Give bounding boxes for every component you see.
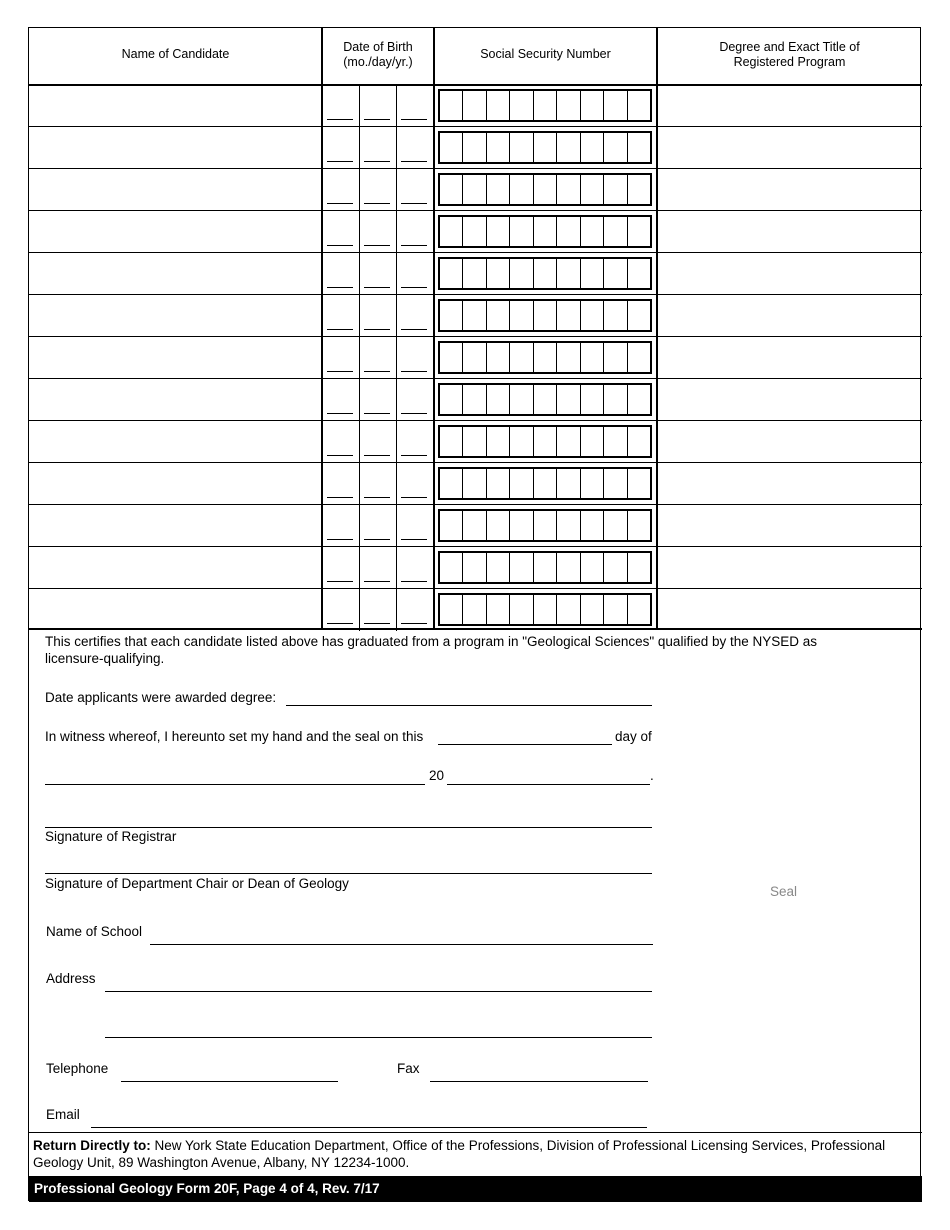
ssn-digit-box[interactable] [534, 133, 557, 162]
table-row [29, 211, 922, 253]
dob-year-field[interactable] [401, 455, 427, 456]
degree-title-field[interactable] [657, 169, 922, 211]
degree-title-field[interactable] [657, 295, 922, 337]
ssn-digit-box[interactable] [534, 511, 557, 540]
degree-title-field[interactable] [657, 253, 922, 295]
table-row [29, 379, 922, 421]
dob-day-field[interactable] [364, 581, 390, 582]
witness-day-field[interactable] [438, 744, 612, 745]
ssn-field[interactable] [438, 509, 652, 542]
ssn-digit-box[interactable] [510, 511, 533, 540]
ssn-digit-box[interactable] [581, 385, 604, 414]
dob-divider [359, 211, 360, 253]
ssn-digit-box[interactable] [534, 343, 557, 372]
date-awarded-label: Date applicants were awarded degree: [45, 690, 277, 705]
ssn-digit-box[interactable] [463, 385, 486, 414]
ssn-digit-box[interactable] [534, 175, 557, 204]
dob-month-field[interactable] [327, 413, 353, 414]
ssn-digit-box[interactable] [581, 427, 604, 456]
ssn-digit-box[interactable] [510, 301, 533, 330]
ssn-digit-box[interactable] [628, 385, 650, 414]
ssn-digit-box[interactable] [534, 259, 557, 288]
ssn-digit-box[interactable] [463, 217, 486, 246]
candidate-name-field[interactable] [29, 547, 321, 589]
ssn-digit-box[interactable] [557, 553, 580, 582]
chair-signature-label: Signature of Department Chair or Dean of Geology [45, 876, 349, 891]
header-dob-line1: Date of Birth [343, 40, 413, 54]
ssn-digit-box[interactable] [463, 469, 486, 498]
ssn-digit-box[interactable] [534, 595, 557, 624]
ssn-digit-box[interactable] [581, 91, 604, 120]
ssn-digit-box[interactable] [628, 553, 650, 582]
footer-text: Professional Geology Form 20F, Page 4 of 4, Rev. 7/17 [34, 1181, 380, 1196]
ssn-digit-box[interactable] [628, 511, 650, 540]
dob-month-field[interactable] [327, 497, 353, 498]
dob-day-field[interactable] [364, 623, 390, 624]
table-row [29, 253, 922, 295]
dob-year-field[interactable] [401, 497, 427, 498]
degree-title-field[interactable] [657, 463, 922, 505]
degree-title-field[interactable] [657, 127, 922, 169]
ssn-digit-box[interactable] [510, 91, 533, 120]
telephone-label: Telephone [46, 1061, 109, 1076]
dob-divider [359, 505, 360, 547]
ssn-digit-box[interactable] [510, 175, 533, 204]
degree-title-field[interactable] [657, 505, 922, 547]
dob-month-field[interactable] [327, 287, 353, 288]
ssn-digit-box[interactable] [440, 217, 463, 246]
ssn-digit-box[interactable] [487, 133, 510, 162]
dob-divider [396, 211, 397, 253]
dob-month-field[interactable] [327, 119, 353, 120]
ssn-digit-box[interactable] [440, 259, 463, 288]
ssn-digit-box[interactable] [581, 595, 604, 624]
candidate-name-field[interactable] [29, 169, 321, 211]
ssn-digit-box[interactable] [557, 133, 580, 162]
ssn-digit-box[interactable] [463, 595, 486, 624]
dob-divider [359, 295, 360, 337]
ssn-digit-box[interactable] [604, 301, 627, 330]
ssn-digit-box[interactable] [440, 343, 463, 372]
dob-month-field[interactable] [327, 371, 353, 372]
ssn-digit-box[interactable] [534, 91, 557, 120]
header-name-of-candidate: Name of Candidate [121, 47, 230, 61]
ssn-digit-box[interactable] [581, 259, 604, 288]
dob-day-field[interactable] [364, 287, 390, 288]
witness-month-field[interactable] [45, 784, 425, 785]
ssn-digit-box[interactable] [510, 343, 533, 372]
ssn-digit-box[interactable] [510, 469, 533, 498]
ssn-digit-box[interactable] [510, 217, 533, 246]
ssn-digit-box[interactable] [604, 385, 627, 414]
ssn-digit-box[interactable] [604, 259, 627, 288]
ssn-digit-box[interactable] [487, 175, 510, 204]
ssn-digit-box[interactable] [604, 133, 627, 162]
email-field[interactable] [91, 1127, 647, 1128]
dob-divider [359, 169, 360, 211]
table-row [29, 169, 922, 211]
candidate-name-field[interactable] [29, 421, 321, 463]
header-ssn: Social Security Number [480, 47, 611, 61]
dob-day-field[interactable] [364, 455, 390, 456]
ssn-digit-box[interactable] [604, 427, 627, 456]
ssn-digit-box[interactable] [581, 175, 604, 204]
header-degree [657, 40, 922, 70]
ssn-field[interactable] [438, 173, 652, 206]
dob-divider [359, 421, 360, 463]
ssn-digit-box[interactable] [557, 259, 580, 288]
witness-year-field[interactable] [447, 784, 650, 785]
ssn-digit-box[interactable] [604, 511, 627, 540]
ssn-field[interactable] [438, 467, 652, 500]
dob-year-field[interactable] [401, 119, 427, 120]
ssn-digit-box[interactable] [581, 133, 604, 162]
ssn-digit-box[interactable] [463, 343, 486, 372]
ssn-digit-box[interactable] [510, 259, 533, 288]
ssn-digit-box[interactable] [557, 175, 580, 204]
ssn-digit-box[interactable] [557, 343, 580, 372]
dob-year-field[interactable] [401, 329, 427, 330]
ssn-digit-box[interactable] [487, 427, 510, 456]
date-awarded-field[interactable] [286, 705, 652, 706]
dob-day-field[interactable] [364, 203, 390, 204]
ssn-digit-box[interactable] [440, 175, 463, 204]
dob-divider [359, 337, 360, 379]
ssn-field[interactable] [438, 215, 652, 248]
candidate-name-field[interactable] [29, 379, 321, 421]
dob-year-field[interactable] [401, 203, 427, 204]
ssn-digit-box[interactable] [463, 175, 486, 204]
email-label: Email [46, 1107, 80, 1122]
candidate-name-field[interactable] [29, 253, 321, 295]
ssn-field[interactable] [438, 341, 652, 374]
dob-month-field[interactable] [327, 539, 353, 540]
ssn-digit-box[interactable] [487, 385, 510, 414]
header-degree-line2: Registered Program [733, 55, 846, 69]
table-row [29, 505, 922, 547]
ssn-digit-box[interactable] [487, 301, 510, 330]
ssn-digit-box[interactable] [581, 343, 604, 372]
candidate-name-field[interactable] [29, 463, 321, 505]
ssn-digit-box[interactable] [604, 91, 627, 120]
fax-label: Fax [397, 1061, 420, 1076]
address-field-1[interactable] [105, 991, 652, 992]
table-row [29, 547, 922, 589]
return-line1 [33, 1137, 918, 1154]
ssn-digit-box[interactable] [628, 91, 650, 120]
table-row [29, 337, 922, 379]
ssn-digit-box[interactable] [510, 427, 533, 456]
ssn-digit-box[interactable] [487, 217, 510, 246]
ssn-field[interactable] [438, 89, 652, 122]
dob-divider [396, 589, 397, 631]
witness-label: In witness whereof, I hereunto set my hand and the seal on this [45, 729, 424, 744]
ssn-field[interactable] [438, 299, 652, 332]
address-label: Address [46, 971, 96, 986]
telephone-field[interactable] [121, 1081, 338, 1082]
ssn-digit-box[interactable] [604, 469, 627, 498]
school-name-label: Name of School [46, 924, 143, 939]
ssn-digit-box[interactable] [440, 469, 463, 498]
ssn-digit-box[interactable] [604, 175, 627, 204]
ssn-digit-box[interactable] [581, 469, 604, 498]
ssn-digit-box[interactable] [487, 91, 510, 120]
ssn-digit-box[interactable] [534, 469, 557, 498]
return-top-line [29, 1132, 922, 1133]
dob-day-field[interactable] [364, 497, 390, 498]
ssn-digit-box[interactable] [510, 133, 533, 162]
ssn-digit-box[interactable] [440, 427, 463, 456]
ssn-digit-box[interactable] [440, 511, 463, 540]
dob-month-field[interactable] [327, 245, 353, 246]
ssn-digit-box[interactable] [557, 385, 580, 414]
ssn-field[interactable] [438, 425, 652, 458]
ssn-digit-box[interactable] [628, 133, 650, 162]
day-of-label: day of [615, 729, 652, 744]
ssn-digit-box[interactable] [463, 133, 486, 162]
dob-year-field[interactable] [401, 539, 427, 540]
certification-line2: licensure-qualifying. [45, 651, 165, 666]
table-row [29, 589, 922, 631]
ssn-digit-box[interactable] [440, 133, 463, 162]
ssn-digit-box[interactable] [463, 553, 486, 582]
dob-day-field[interactable] [364, 329, 390, 330]
dob-divider [359, 253, 360, 295]
dob-day-field[interactable] [364, 539, 390, 540]
dob-divider [396, 421, 397, 463]
ssn-digit-box[interactable] [628, 259, 650, 288]
ssn-digit-box[interactable] [440, 595, 463, 624]
year-prefix: 20 [429, 768, 445, 783]
ssn-field[interactable] [438, 383, 652, 416]
ssn-digit-box[interactable] [487, 553, 510, 582]
dob-divider [396, 295, 397, 337]
candidate-name-field[interactable] [29, 505, 321, 547]
dob-divider [359, 127, 360, 169]
degree-title-field[interactable] [657, 337, 922, 379]
form-frame [28, 27, 921, 1201]
dob-month-field[interactable] [327, 455, 353, 456]
ssn-digit-box[interactable] [463, 259, 486, 288]
dob-month-field[interactable] [327, 329, 353, 330]
ssn-digit-box[interactable] [628, 217, 650, 246]
table-bottom-line [29, 628, 922, 630]
address-field-2[interactable] [105, 1037, 652, 1038]
header-degree-line1: Degree and Exact Title of [719, 40, 860, 54]
ssn-digit-box[interactable] [534, 217, 557, 246]
ssn-digit-box[interactable] [581, 301, 604, 330]
certification-statement [45, 633, 905, 667]
dob-day-field[interactable] [364, 119, 390, 120]
ssn-digit-box[interactable] [557, 469, 580, 498]
ssn-digit-box[interactable] [534, 553, 557, 582]
dob-divider [359, 379, 360, 421]
dob-divider [396, 85, 397, 127]
dob-year-field[interactable] [401, 161, 427, 162]
table-row [29, 463, 922, 505]
dob-day-field[interactable] [364, 245, 390, 246]
school-name-field[interactable] [150, 944, 653, 945]
candidate-name-field[interactable] [29, 295, 321, 337]
dob-divider [359, 85, 360, 127]
degree-title-field[interactable] [657, 211, 922, 253]
ssn-field[interactable] [438, 593, 652, 626]
dob-divider [359, 547, 360, 589]
ssn-digit-box[interactable] [628, 343, 650, 372]
dob-divider [396, 379, 397, 421]
dob-divider [396, 505, 397, 547]
candidate-name-field[interactable] [29, 85, 321, 127]
degree-title-field[interactable] [657, 547, 922, 589]
dob-divider [396, 337, 397, 379]
dob-year-field[interactable] [401, 245, 427, 246]
ssn-digit-box[interactable] [604, 595, 627, 624]
ssn-digit-box[interactable] [534, 301, 557, 330]
ssn-digit-box[interactable] [604, 217, 627, 246]
return-address-part1: New York State Education Department, Office of the Professions, Division of Professional Licensing Services, Professional [150, 1138, 886, 1153]
dob-month-field[interactable] [327, 581, 353, 582]
header-date-of-birth [322, 40, 434, 70]
ssn-digit-box[interactable] [510, 385, 533, 414]
degree-title-field[interactable] [657, 85, 922, 127]
chair-signature-field[interactable] [45, 873, 652, 874]
dob-year-field[interactable] [401, 623, 427, 624]
ssn-digit-box[interactable] [510, 595, 533, 624]
seal-label: Seal [770, 884, 798, 899]
dob-divider [359, 463, 360, 505]
ssn-digit-box[interactable] [581, 217, 604, 246]
dob-year-field[interactable] [401, 287, 427, 288]
ssn-digit-box[interactable] [487, 595, 510, 624]
ssn-digit-box[interactable] [557, 301, 580, 330]
fax-field[interactable] [430, 1081, 648, 1082]
ssn-field[interactable] [438, 131, 652, 164]
dob-divider [396, 253, 397, 295]
dob-year-field[interactable] [401, 581, 427, 582]
footer-bar [29, 1176, 922, 1202]
dob-year-field[interactable] [401, 371, 427, 372]
ssn-field[interactable] [438, 257, 652, 290]
ssn-digit-box[interactable] [557, 427, 580, 456]
ssn-digit-box[interactable] [628, 427, 650, 456]
ssn-digit-box[interactable] [440, 553, 463, 582]
ssn-digit-box[interactable] [487, 511, 510, 540]
return-directly-to [33, 1137, 918, 1171]
ssn-digit-box[interactable] [628, 175, 650, 204]
dob-divider [359, 589, 360, 631]
degree-title-field[interactable] [657, 421, 922, 463]
ssn-digit-box[interactable] [487, 469, 510, 498]
ssn-digit-box[interactable] [534, 385, 557, 414]
ssn-digit-box[interactable] [463, 91, 486, 120]
ssn-field[interactable] [438, 551, 652, 584]
ssn-digit-box[interactable] [628, 301, 650, 330]
table-row [29, 85, 922, 127]
year-period: . [650, 768, 654, 783]
dob-day-field[interactable] [364, 413, 390, 414]
dob-year-field[interactable] [401, 413, 427, 414]
table-row [29, 421, 922, 463]
ssn-digit-box[interactable] [581, 511, 604, 540]
ssn-digit-box[interactable] [557, 511, 580, 540]
dob-month-field[interactable] [327, 203, 353, 204]
dob-divider [396, 463, 397, 505]
ssn-digit-box[interactable] [487, 343, 510, 372]
dob-month-field[interactable] [327, 161, 353, 162]
ssn-digit-box[interactable] [463, 427, 486, 456]
ssn-digit-box[interactable] [604, 553, 627, 582]
registrar-signature-label: Signature of Registrar [45, 829, 177, 844]
candidate-name-field[interactable] [29, 589, 321, 631]
ssn-digit-box[interactable] [557, 91, 580, 120]
ssn-digit-box[interactable] [581, 553, 604, 582]
ssn-digit-box[interactable] [440, 301, 463, 330]
ssn-digit-box[interactable] [604, 343, 627, 372]
table-row [29, 127, 922, 169]
dob-divider [396, 127, 397, 169]
header-dob-line2: (mo./day/yr.) [343, 55, 413, 69]
return-label: Return Directly to: [33, 1138, 151, 1153]
dob-divider [396, 169, 397, 211]
candidate-name-field[interactable] [29, 337, 321, 379]
ssn-digit-box[interactable] [510, 553, 533, 582]
ssn-digit-box[interactable] [440, 91, 463, 120]
dob-month-field[interactable] [327, 623, 353, 624]
ssn-digit-box[interactable] [463, 301, 486, 330]
ssn-digit-box[interactable] [534, 427, 557, 456]
ssn-digit-box[interactable] [487, 259, 510, 288]
ssn-digit-box[interactable] [463, 511, 486, 540]
dob-day-field[interactable] [364, 371, 390, 372]
ssn-digit-box[interactable] [440, 385, 463, 414]
ssn-digit-box[interactable] [557, 217, 580, 246]
candidate-name-field[interactable] [29, 211, 321, 253]
degree-title-field[interactable] [657, 379, 922, 421]
table-row [29, 295, 922, 337]
certification-line1: This certifies that each candidate listed above has graduated from a program in "Geological Sciences" qualified by the NYSED as [45, 634, 818, 649]
ssn-digit-box[interactable] [557, 595, 580, 624]
ssn-digit-box[interactable] [628, 469, 650, 498]
candidate-name-field[interactable] [29, 127, 321, 169]
return-address-part2: Geology Unit, 89 Washington Avenue, Albany, NY 12234-1000. [33, 1155, 410, 1170]
dob-day-field[interactable] [364, 161, 390, 162]
degree-title-field[interactable] [657, 589, 922, 631]
ssn-digit-box[interactable] [628, 595, 650, 624]
dob-divider [396, 547, 397, 589]
